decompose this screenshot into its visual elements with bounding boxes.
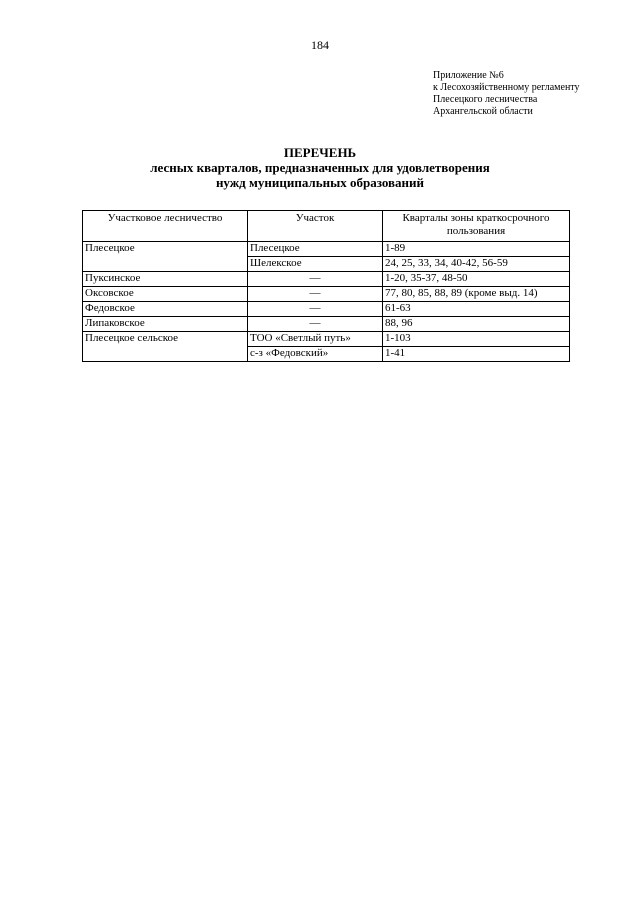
table-row — [83, 317, 570, 332]
cell-plot: — — [248, 287, 383, 302]
appendix-line: Приложение №6 — [433, 70, 504, 81]
table-row — [83, 332, 570, 347]
cell-plot: — — [248, 302, 383, 317]
page-number: 184 — [311, 38, 329, 52]
cell-forestry: Оксовское — [83, 287, 248, 302]
forest-quarters-table — [82, 210, 570, 362]
cell-plot: Плесецкое — [248, 242, 383, 257]
cell-forestry: Пуксинское — [83, 272, 248, 287]
cell-quarters: 1-41 — [383, 347, 570, 362]
table-row — [83, 242, 570, 257]
cell-quarters: 24, 25, 33, 34, 40-42, 56-59 — [383, 257, 570, 272]
cell-plot: — — [248, 272, 383, 287]
heading-title: ПЕРЕЧЕНЬ — [283, 145, 357, 160]
cell-forestry: Плесецкое сельское — [83, 332, 248, 362]
cell-quarters: 77, 80, 85, 88, 89 (кроме выд. 14) — [383, 287, 570, 302]
cell-quarters: 1-89 — [383, 242, 570, 257]
table-row — [83, 302, 570, 317]
table-row — [83, 272, 570, 287]
column-header-quarters: Кварталы зоны краткосрочного пользования — [383, 211, 570, 242]
document-heading — [0, 145, 640, 190]
cell-quarters: 1-20, 35-37, 48-50 — [383, 272, 570, 287]
column-header-plot: Участок — [248, 211, 383, 242]
table-header-row — [83, 211, 570, 242]
appendix-line: к Лесохозяйственному регламенту — [433, 82, 580, 93]
table-row — [83, 287, 570, 302]
cell-quarters: 88, 96 — [383, 317, 570, 332]
cell-plot: с-з «Федовский» — [248, 347, 383, 362]
cell-forestry: Плесецкое — [83, 242, 248, 272]
appendix-note — [433, 70, 580, 118]
heading-subtitle-line: нужд муниципальных образований — [215, 175, 425, 190]
cell-plot: Шелекское — [248, 257, 383, 272]
cell-plot: — — [248, 317, 383, 332]
appendix-line: Плесецкого лесничества — [433, 94, 538, 105]
appendix-line: Архангельской области — [433, 106, 533, 117]
cell-quarters: 61-63 — [383, 302, 570, 317]
cell-forestry: Федовское — [83, 302, 248, 317]
cell-quarters: 1-103 — [383, 332, 570, 347]
cell-forestry: Липаковское — [83, 317, 248, 332]
cell-plot: ТОО «Светлый путь» — [248, 332, 383, 347]
heading-subtitle-line: лесных кварталов, предназначенных для удовлетворения — [150, 160, 490, 175]
column-header-forestry: Участковое лесничество — [83, 211, 248, 242]
